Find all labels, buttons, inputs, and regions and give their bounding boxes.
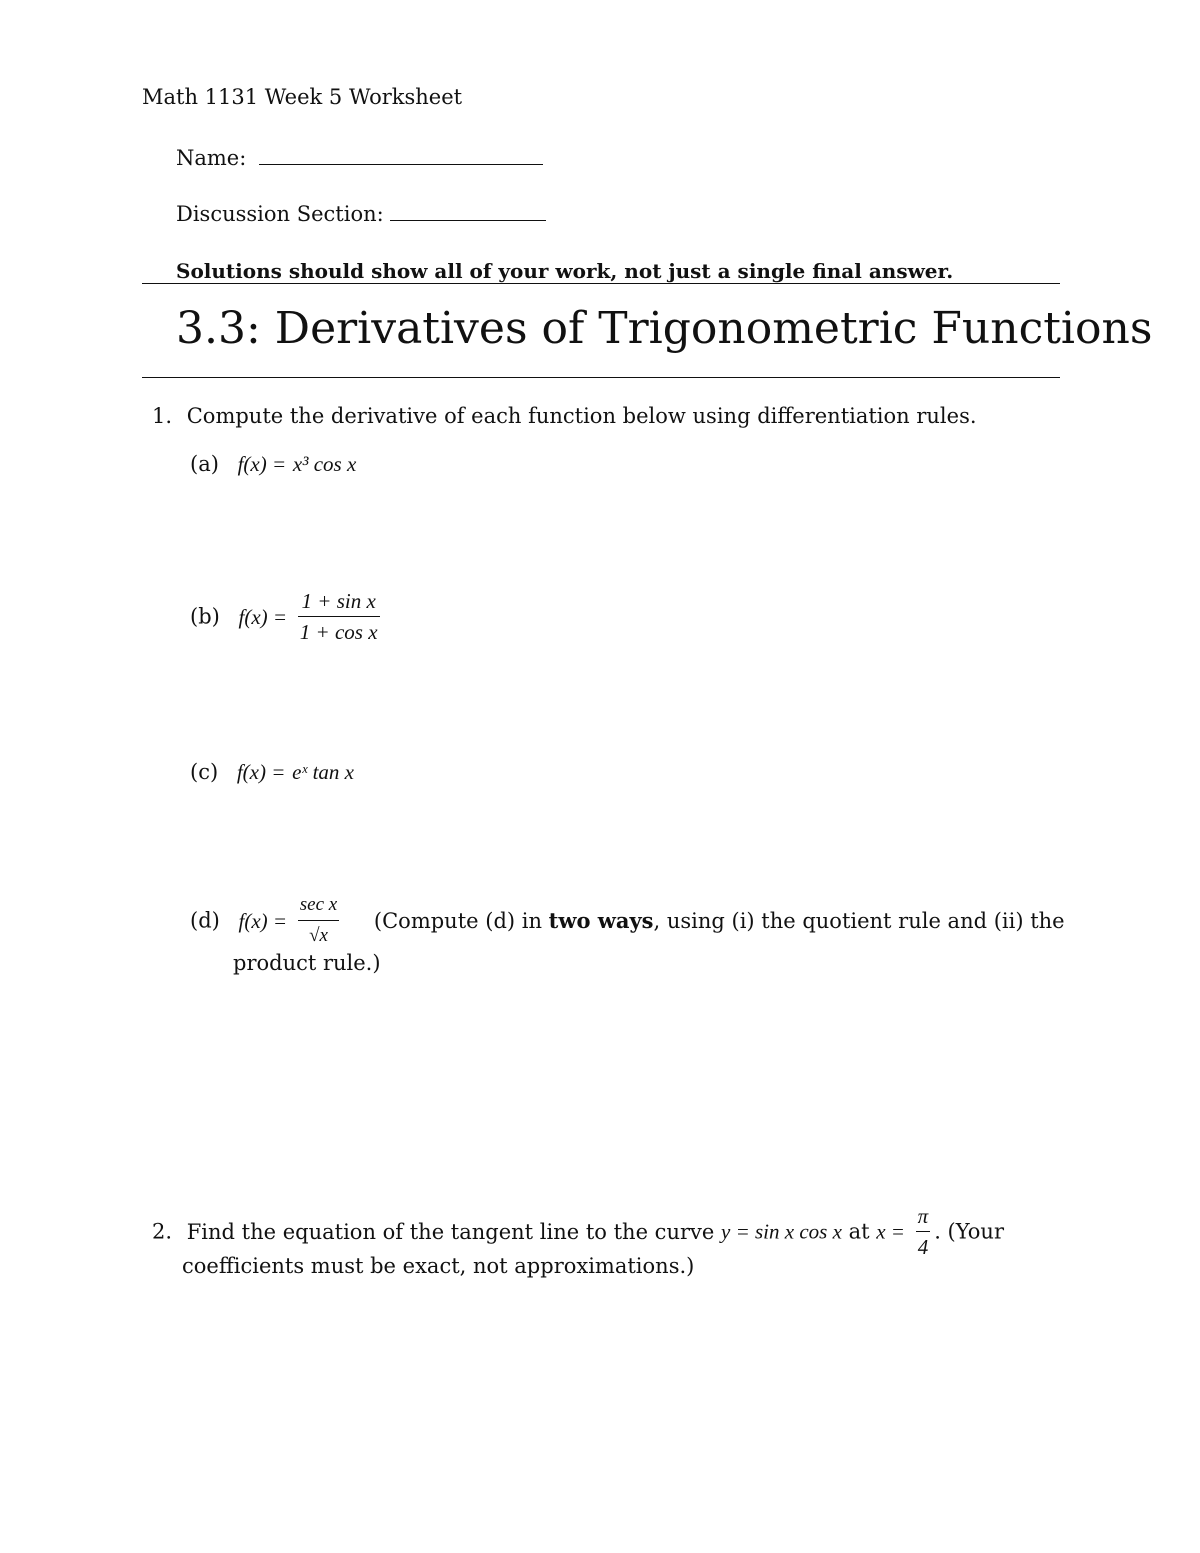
- section-label: Discussion Section:: [176, 202, 384, 226]
- section-blank-line[interactable]: [390, 202, 546, 221]
- problem-1d-denominator: √x: [309, 925, 328, 946]
- problem-1c: [190, 760, 354, 784]
- problem-2-frac-den: 4: [917, 1235, 929, 1259]
- problem-2-continued: coefficients must be exact, not approximations.): [182, 1254, 695, 1278]
- problem-1d-numerator: sec x: [298, 893, 339, 921]
- problem-2: [152, 1204, 1004, 1259]
- problem-1-text: Compute the derivative of each function below using differentiation rules.: [186, 404, 977, 428]
- problem-1b-denominator: 1 + cos x: [299, 620, 378, 644]
- problem-2-text: Find the equation of the tangent line to the curve: [186, 1219, 715, 1244]
- problem-2-frac-num: π: [916, 1204, 931, 1232]
- divider-bottom: [142, 377, 1060, 378]
- problem-1b-numerator: 1 + sin x: [298, 589, 380, 617]
- divider-top: [142, 283, 1060, 284]
- problem-1a: [190, 452, 356, 476]
- problem-2-curve: y = sin x cos x: [721, 1219, 842, 1244]
- problem-1b-label: (b): [190, 604, 220, 629]
- problem-1c-lhs: f(x) =: [236, 760, 286, 784]
- problem-1d-fraction: [298, 893, 339, 948]
- problem-1d: [190, 893, 1065, 948]
- problem-1a-expr: x³ cos x: [292, 452, 357, 476]
- name-field[interactable]: [176, 146, 543, 170]
- problem-1b-fraction: [298, 589, 380, 644]
- problem-1c-expr: eˣ tan x: [292, 760, 354, 784]
- problem-1d-lhs: f(x) =: [238, 908, 288, 933]
- problem-1d-note-continued: product rule.): [233, 951, 381, 975]
- section-title: 3.3: Derivatives of Trigonometric Functions: [176, 303, 1153, 354]
- problem-1a-lhs: f(x) =: [237, 452, 287, 476]
- problem-1d-note-bold: two ways: [548, 907, 654, 933]
- problem-2-number: 2.: [152, 1219, 173, 1244]
- problem-1-prompt: [152, 404, 977, 428]
- name-label: Name:: [176, 146, 247, 170]
- problem-1a-label: (a): [190, 452, 219, 476]
- problem-1c-label: (c): [190, 760, 219, 784]
- problem-1d-note-pre: (Compute (d) in: [373, 908, 549, 933]
- instructions: Solutions should show all of your work, not just a single final answer.: [176, 259, 954, 283]
- problem-2-x-eq: x =: [876, 1219, 905, 1244]
- section-field[interactable]: [176, 202, 546, 226]
- course-line: Math 1131 Week 5 Worksheet: [142, 85, 463, 109]
- problem-1d-note-post: , using (i) the quotient rule and (ii) the: [653, 908, 1065, 933]
- problem-1-number: 1.: [152, 404, 173, 428]
- problem-1d-label: (d): [190, 908, 220, 933]
- problem-1d-note: [374, 909, 1065, 933]
- problem-2-text-end: . (Your: [934, 1219, 1004, 1244]
- problem-1b-lhs: f(x) =: [238, 604, 288, 629]
- problem-1b: [190, 589, 384, 644]
- problem-2-at: at: [848, 1219, 870, 1244]
- name-blank-line[interactable]: [259, 146, 543, 165]
- problem-2-fraction: [916, 1204, 931, 1259]
